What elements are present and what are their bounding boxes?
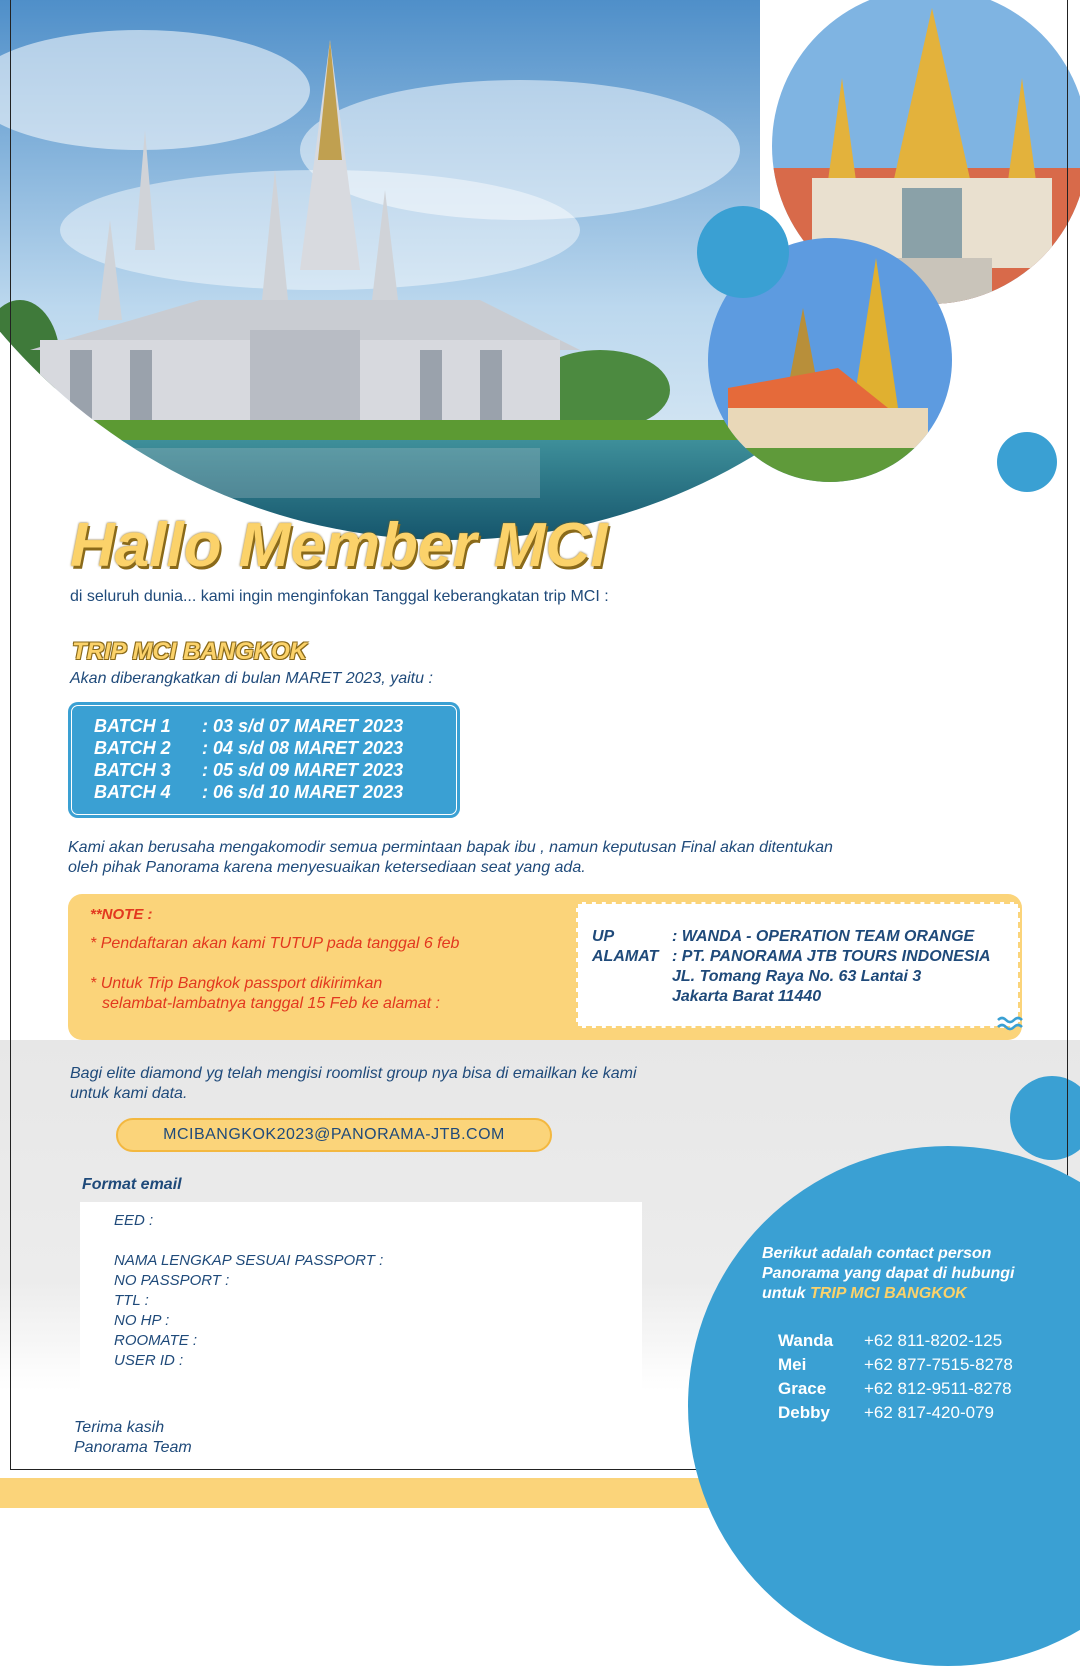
note-item-2	[90, 974, 440, 1014]
closing-text	[74, 1418, 192, 1458]
contact-intro-highlight: TRIP MCI BANGKOK	[810, 1285, 967, 1302]
batch-dates: : 06 s/d 10 MARET 2023	[202, 782, 404, 802]
notice-line-2: oleh pihak Panorama karena menyesuaikan ketersediaan seat yang ada.	[68, 859, 586, 876]
elite-line-2: untuk kami data.	[70, 1085, 188, 1102]
alamat-line-2: JL. Tomang Raya No. 63 Lantai 3	[672, 968, 922, 985]
address-box	[576, 902, 1020, 1028]
field-hp: NO HP :	[114, 1312, 170, 1329]
batch-row	[94, 782, 403, 803]
elite-line-1: Bagi elite diamond yg telah mengisi roomlist group nya bisa di emailkan ke kami	[70, 1065, 637, 1082]
bullet-star: *	[90, 935, 97, 952]
batch-schedule-box	[68, 702, 460, 818]
contact-row	[778, 1403, 994, 1423]
batch-row	[94, 738, 403, 759]
batch-dates: : 03 s/d 07 MARET 2023	[202, 716, 404, 736]
closing-line-1: Terima kasih	[74, 1419, 165, 1436]
batch-row	[94, 716, 403, 737]
note-item-1	[90, 934, 459, 954]
address-alamat-row	[592, 948, 991, 966]
contact-row	[778, 1355, 1013, 1375]
up-label: UP	[592, 928, 615, 945]
contact-name: Grace	[778, 1379, 827, 1398]
contact-phone[interactable]: +62 812-9511-8278	[864, 1379, 1012, 1398]
contact-intro	[762, 1244, 1062, 1304]
field-passport: NO PASSPORT :	[114, 1272, 230, 1289]
notice-line-1: Kami akan berusaha mengakomodir semua permintaan bapak ibu , namun keputusan Final akan ditentukan	[68, 839, 833, 856]
contact-intro-line-1: Berikut adalah contact person	[762, 1245, 992, 1262]
contact-phone[interactable]: +62 877-7515-8278	[864, 1355, 1013, 1374]
email-address-link[interactable]: MCIBANGKOK2023@PANORAMA-JTB.COM	[116, 1118, 552, 1152]
alamat-line-3: Jakarta Barat 11440	[672, 988, 822, 1005]
address-up-row	[592, 928, 974, 946]
format-email-card	[80, 1202, 642, 1418]
notice-paragraph	[68, 838, 1048, 878]
elite-paragraph	[70, 1064, 830, 1104]
contact-intro-line-2: Panorama yang dapat di hubungi	[762, 1265, 1015, 1282]
up-value: : WANDA - OPERATION TEAM ORANGE	[672, 928, 975, 945]
field-nama: NAMA LENGKAP SESUAI PASSPORT :	[114, 1252, 384, 1269]
field-userid: USER ID :	[114, 1352, 184, 1369]
bullet-star: *	[90, 975, 97, 992]
alamat-label: ALAMAT	[592, 948, 659, 965]
field-ttl: TTL :	[114, 1292, 149, 1309]
batch-dates: : 04 s/d 08 MARET 2023	[202, 738, 404, 758]
trip-subtitle: Akan diberangkatkan di bulan MARET 2023, yaitu :	[70, 670, 433, 687]
batch-label: BATCH 3	[94, 760, 171, 780]
trip-title: TRIP MCI BANGKOK	[72, 638, 308, 665]
alamat-line-1: : PT. PANORAMA JTB TOURS INDONESIA	[672, 948, 991, 965]
contact-name: Debby	[778, 1403, 830, 1422]
contact-intro-prefix: untuk	[762, 1285, 806, 1302]
batch-label: BATCH 1	[94, 716, 171, 736]
contact-row	[778, 1379, 1012, 1399]
field-eed: EED :	[114, 1212, 154, 1229]
contact-phone[interactable]: +62 811-8202-125	[864, 1331, 1003, 1350]
contact-name: Wanda	[778, 1331, 834, 1350]
page-subtitle: di seluruh dunia... kami ingin menginfokan Tanggal keberangkatan trip MCI :	[70, 588, 609, 605]
contact-phone[interactable]: +62 817-420-079	[864, 1403, 994, 1422]
batch-label: BATCH 2	[94, 738, 171, 758]
note-title: **NOTE :	[90, 906, 153, 923]
batch-label: BATCH 4	[94, 782, 171, 802]
batch-row	[94, 760, 403, 781]
batch-dates: : 05 s/d 09 MARET 2023	[202, 760, 404, 780]
note-item-2-line-1: Untuk Trip Bangkok passport dikirimkan	[100, 975, 383, 992]
wave-decor-icon	[996, 1014, 1024, 1034]
note-item-1-text: Pendaftaran akan kami TUTUP pada tanggal 6 feb	[100, 935, 460, 952]
field-roomate: ROOMATE :	[114, 1332, 198, 1349]
note-item-2-line-2: selambat-lambatnya tanggal 15 Feb ke alamat :	[102, 995, 440, 1012]
closing-line-2: Panorama Team	[74, 1439, 192, 1456]
note-box	[68, 894, 1022, 1040]
page-title: Hallo Member MCI	[70, 511, 608, 580]
contact-row	[778, 1331, 1002, 1351]
format-email-label: Format email	[82, 1176, 182, 1193]
contact-name: Mei	[778, 1355, 807, 1374]
